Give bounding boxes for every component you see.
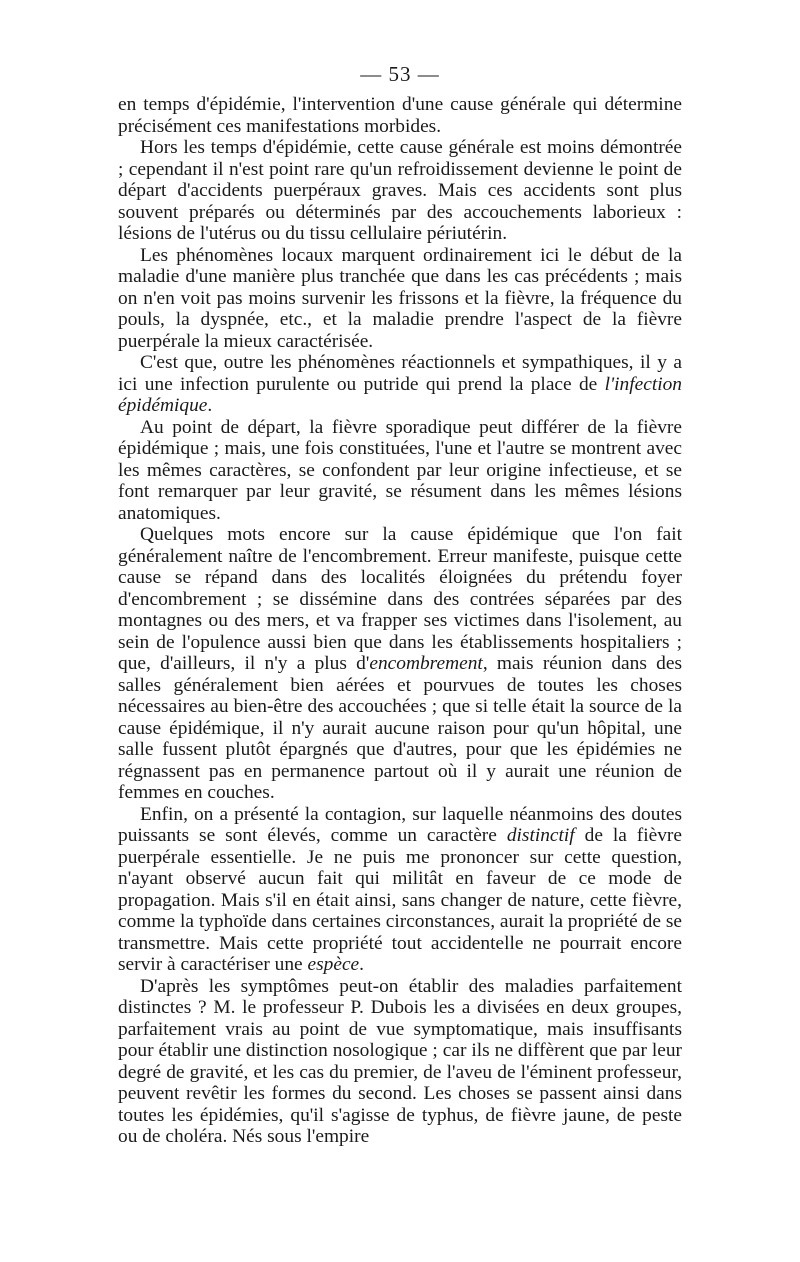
- book-page: [118, 60, 682, 1148]
- paragraph: [118, 137, 682, 245]
- italic-text: encombrement: [369, 653, 483, 674]
- italic-text: distinctif: [506, 825, 575, 846]
- text-run: Quelques mots encore sur la cause épidémique que l'on fait généralement naître de l'encombrement. Erreur manifeste, puisque cette cause se répand dans des localités éloignées du prétendu foyer d'encombrement ; se dissémine dans des contrées séparées par des montagnes ou des mers, et va frapper ses victimes dans l'isolement, au sein de l'opulence aussi bien que dans les établissements hospitaliers ; que, d'ailleurs, il n'y a plus d': [118, 524, 682, 674]
- paragraph: [118, 352, 682, 417]
- paragraph: [118, 245, 682, 353]
- italic-text: l'infection épidémique: [118, 373, 682, 416]
- text-run: Les phénomènes locaux marquent ordinairement ici le début de la maladie d'une manière plus tranchée que dans les cas précédents ; mais on n'en voit pas moins survenir les frissons et la fièvre, la fréquence du pouls, la dyspnée, etc., et la maladie prendre l'aspect de la fièvre puerpérale la mieux caractérisée.: [118, 244, 682, 352]
- text-run: .: [207, 395, 213, 416]
- text-run: en temps d'épidémie, l'intervention d'une cause générale qui détermine précisément ces manifestations morbides.: [118, 94, 682, 137]
- page-number: — 53 —: [360, 62, 440, 86]
- paragraph: [118, 524, 682, 804]
- italic-text: espèce: [307, 954, 360, 975]
- paragraph: [118, 804, 682, 976]
- paragraph: [118, 976, 682, 1148]
- text-run: Au point de départ, la fièvre sporadique peut différer de la fièvre épidémique ; mais, une fois constituées, l'une et l'autre se montrent avec les mêmes caractères, se confondent par leur origine infectieuse, et se font remarquer par leur gravité, se résument dans les mêmes lésions anatomiques.: [118, 416, 682, 524]
- text-run: C'est que, outre les phénomènes réactionnels et sympathiques, il y a ici une infection purulente ou putride qui prend la place de: [118, 352, 682, 395]
- text-run: , mais réunion dans des salles généralement bien aérées et pourvues de toutes les choses nécessaires au bien-être des accouchées ; que si telle était la source de la cause épidémique, il n'y aurait aucune raison pour qu'un hôpital, une salle fussent plutôt épargnés que d'autres, pour que les épidémies ne régnassent pas en permanence partout où il y aurait une réunion de femmes en couches.: [118, 653, 682, 803]
- text-run: Hors les temps d'épidémie, cette cause générale est moins démontrée ; cependant il n'est point rare qu'un refroidissement devienne le point de départ d'accidents puerpéraux graves. Mais ces accidents sont plus souvent préparés ou déterminés par des accouchements laborieux : lésions de l'utérus ou du tissu cellulaire périutérin.: [118, 137, 682, 244]
- paragraph: [118, 94, 682, 137]
- text-run: .: [359, 954, 365, 975]
- text-run: de la fièvre puerpérale essentielle. Je ne puis me prononcer sur cette question, n'ayant observé aucun fait qui militât en faveur de ce mode de propagation. Mais s'il en était ainsi, sans changer de nature, cette fièvre, comme la typhoïde dans certaines circonstances, aurait la propriété de se transmettre. Mais cette propriété tout accidentelle ne pourrait encore servir à caractériser une: [118, 825, 682, 975]
- text-run: Enfin, on a présenté la contagion, sur laquelle néanmoins des doutes puissants se sont élevés, comme un caractère: [118, 803, 682, 846]
- paragraph: [118, 417, 682, 525]
- text-run: D'après les symptômes peut-on établir des maladies parfaitement distinctes ? M. le professeur P. Dubois les a divisées en deux groupes, parfaitement vrais au point de vue symptomatique, mais insuffisants pour établir une distinction nosologique ; car ils ne diffèrent que par leur degré de gravité, et les cas du premier, de l'aveu de l'éminent professeur, peuvent revêtir les formes du second. Les choses se passent ainsi dans toutes les épidémies, qu'il s'agisse de typhus, de fièvre jaune, de peste ou de choléra. Nés sous l'empire: [118, 975, 682, 1147]
- body-text: [118, 94, 682, 1148]
